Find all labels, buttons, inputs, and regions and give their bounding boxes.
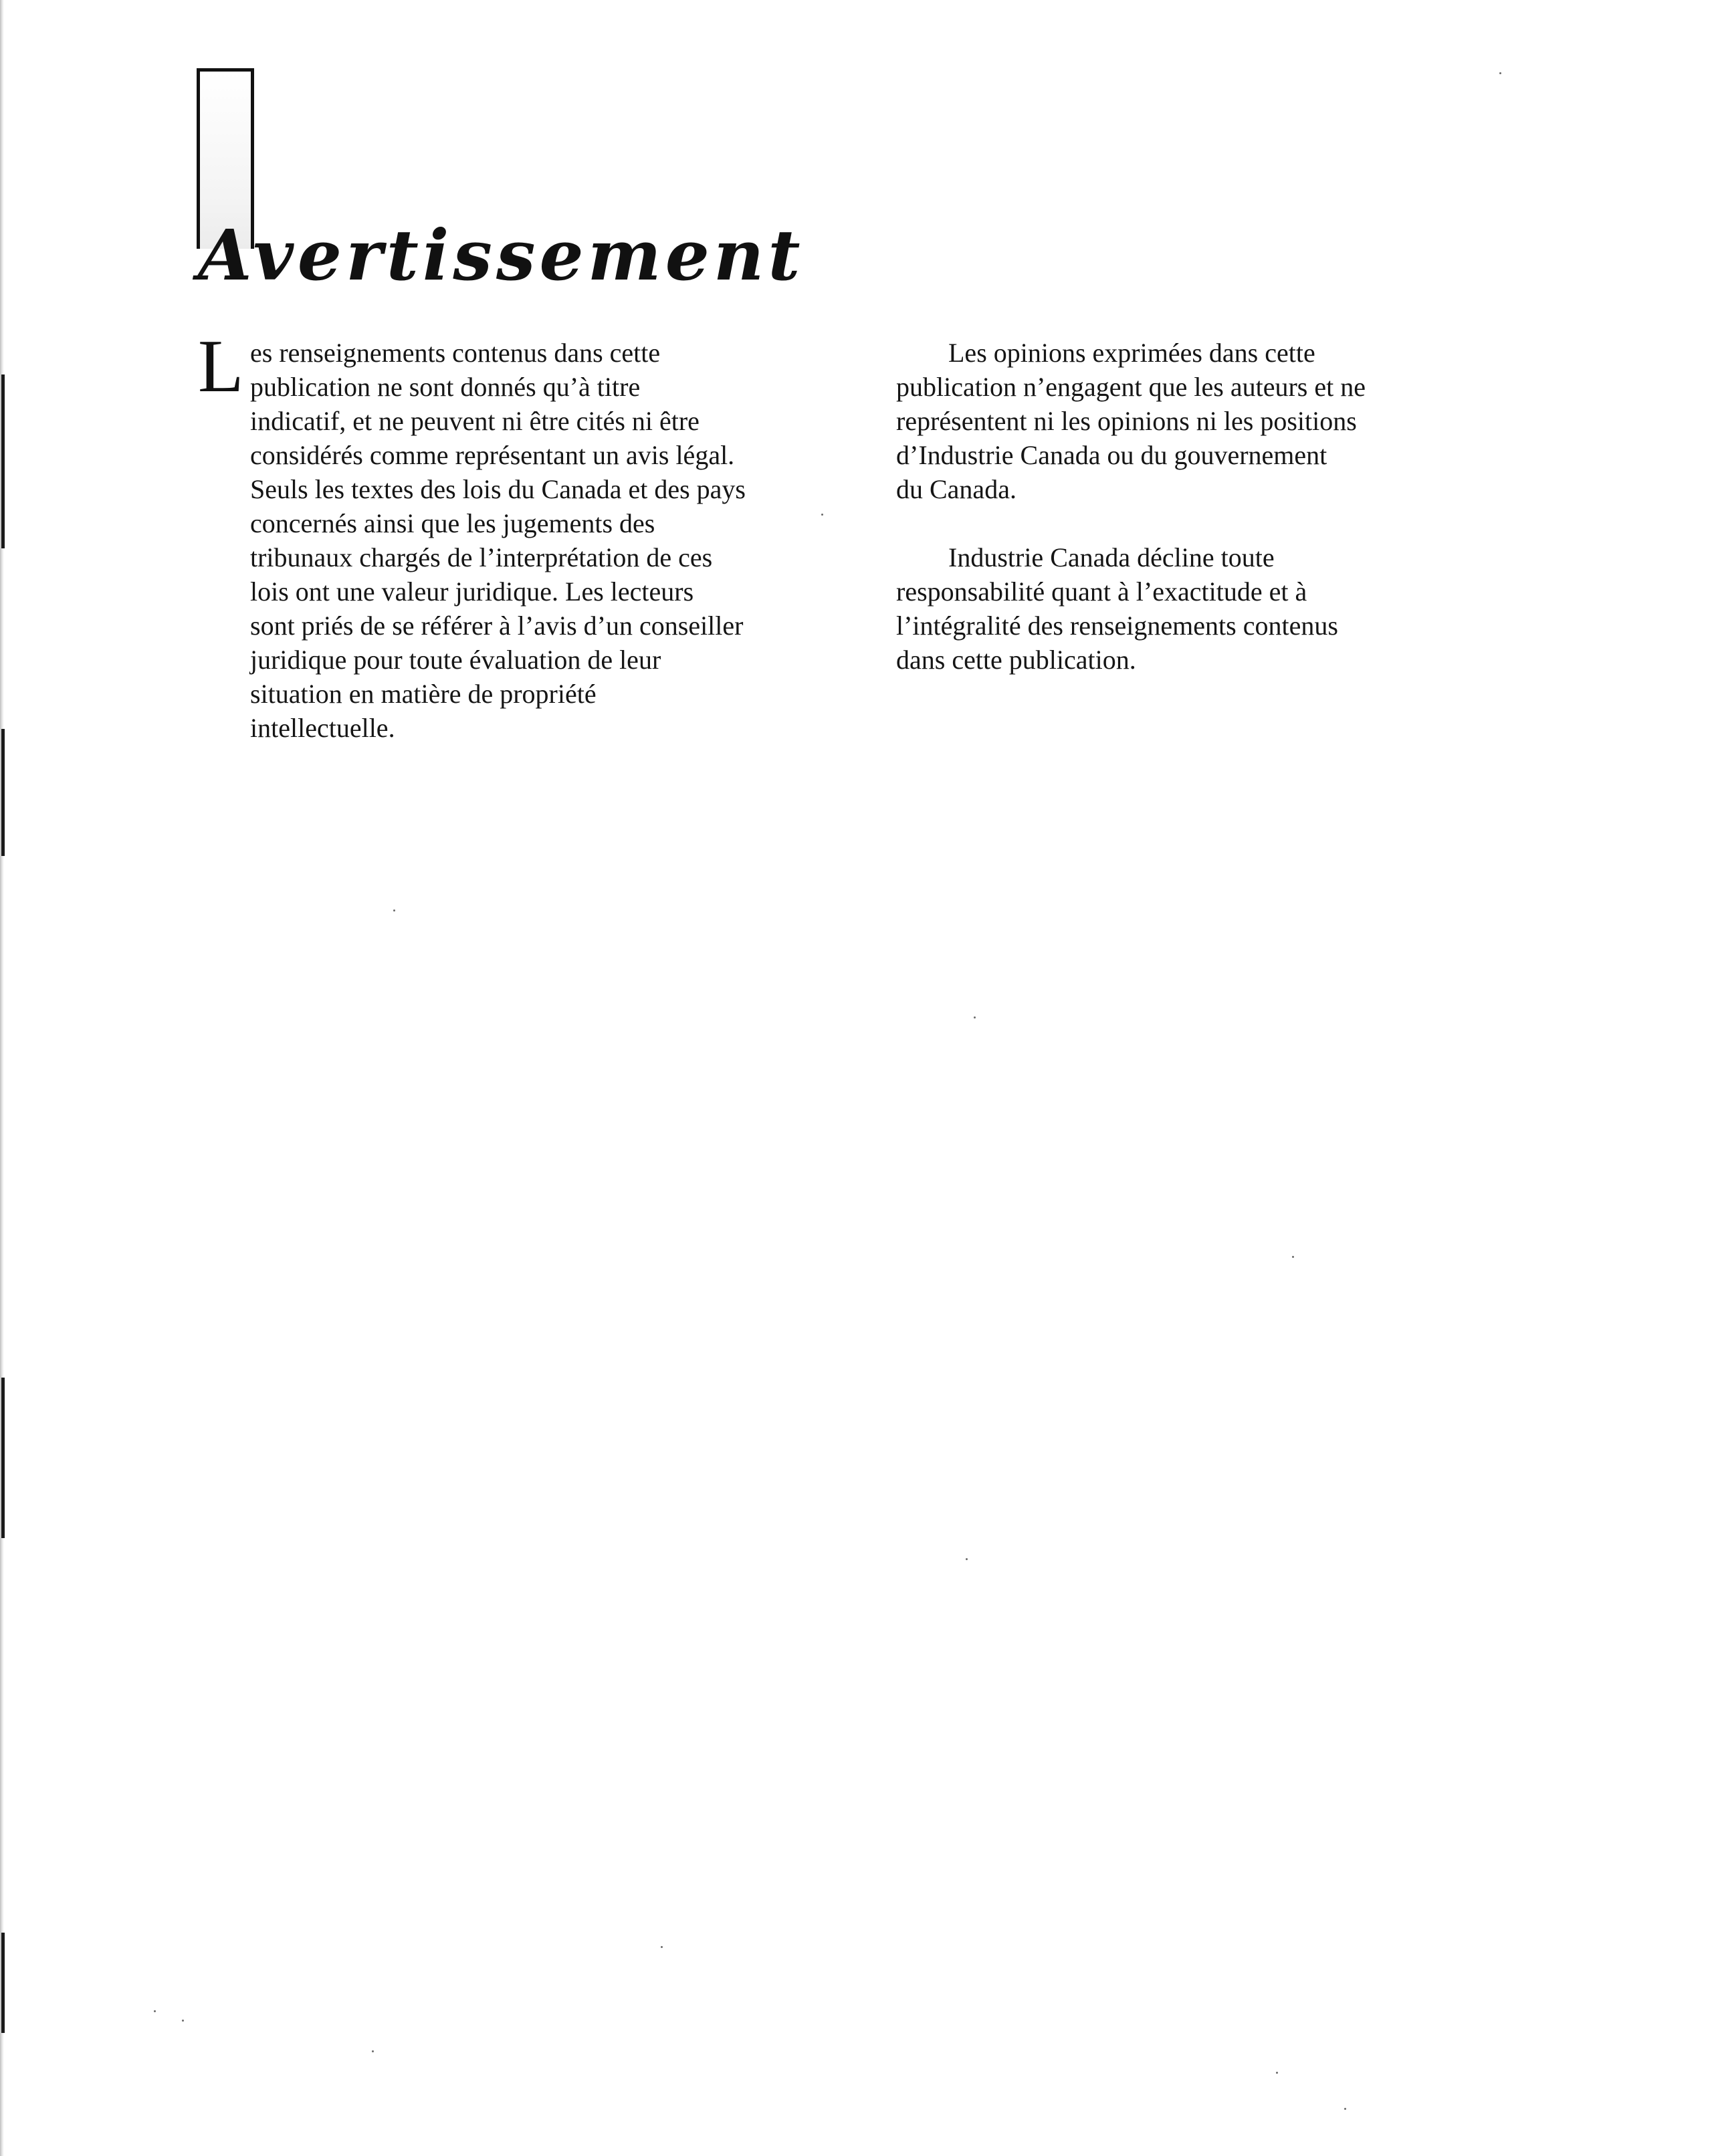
scan-speck [1292,1256,1294,1258]
paragraph-spacer [896,506,1485,540]
binding-mark-middle [1,729,5,856]
binding-mark-upper [1,374,5,548]
drop-cap-letter: L [198,325,244,408]
scan-speck [1344,2108,1346,2110]
right-p1-line-4: d’Industrie Canada ou du gouvernement [896,440,1327,470]
left-line-2: publication ne sont donnés qu’à titre [250,372,641,402]
left-line-5: Seuls les textes des lois du Canada et des pays [250,474,746,504]
scan-binding-edge [0,0,4,2156]
left-line-4: considérés comme représentant un avis légal. [250,440,735,470]
left-line-6: concernés ainsi que les jugements des [250,508,655,538]
right-p1-line-3: représentent ni les opinions ni les positions [896,406,1357,436]
left-line-11: situation en matière de propriété [250,679,597,709]
left-line-12: intellectuelle. [250,713,395,743]
right-p1-line-2: publication n’engagent que les auteurs et ne [896,372,1366,402]
scan-speck [974,1016,976,1018]
right-p2-line-4: dans cette publication. [896,645,1136,675]
binding-mark-bottom [1,1933,5,2033]
right-p2-line-1: Industrie Canada décline toute [948,542,1275,572]
left-line-7: tribunaux chargés de l’interprétation de ces [250,542,713,572]
scan-speck [966,1558,968,1560]
scan-speck [393,909,395,911]
scan-speck [661,1946,663,1948]
left-line-3: indicatif, et ne peuvent ni être cités ni être [250,406,700,436]
page-title: Avertissement [198,214,805,296]
scan-speck [372,2050,374,2052]
right-p2-line-3: l’intégralité des renseignements contenus [896,611,1338,641]
left-line-8: lois ont une valeur juridique. Les lecteurs [250,576,694,607]
left-line-9: sont priés de se référer à l’avis d’un conseiller [250,611,744,641]
left-line-1: es renseignements contenus dans cette [250,338,661,368]
binding-mark-lower [1,1378,5,1538]
right-p2-line-2: responsabilité quant à l’exactitude et à [896,576,1307,607]
scan-speck [154,2010,156,2012]
left-line-10: juridique pour toute évaluation de leur [250,645,661,675]
paragraph-opinions [896,336,1485,506]
left-column [250,336,839,745]
paragraph-disclaimer [896,540,1485,677]
right-p1-line-5: du Canada. [896,474,1016,504]
right-column [896,336,1485,677]
scan-speck [821,514,823,516]
scan-speck [1499,72,1501,74]
scan-speck [182,2020,184,2022]
scan-speck [1276,2072,1278,2074]
right-p1-line-1: Les opinions exprimées dans cette [948,338,1315,368]
